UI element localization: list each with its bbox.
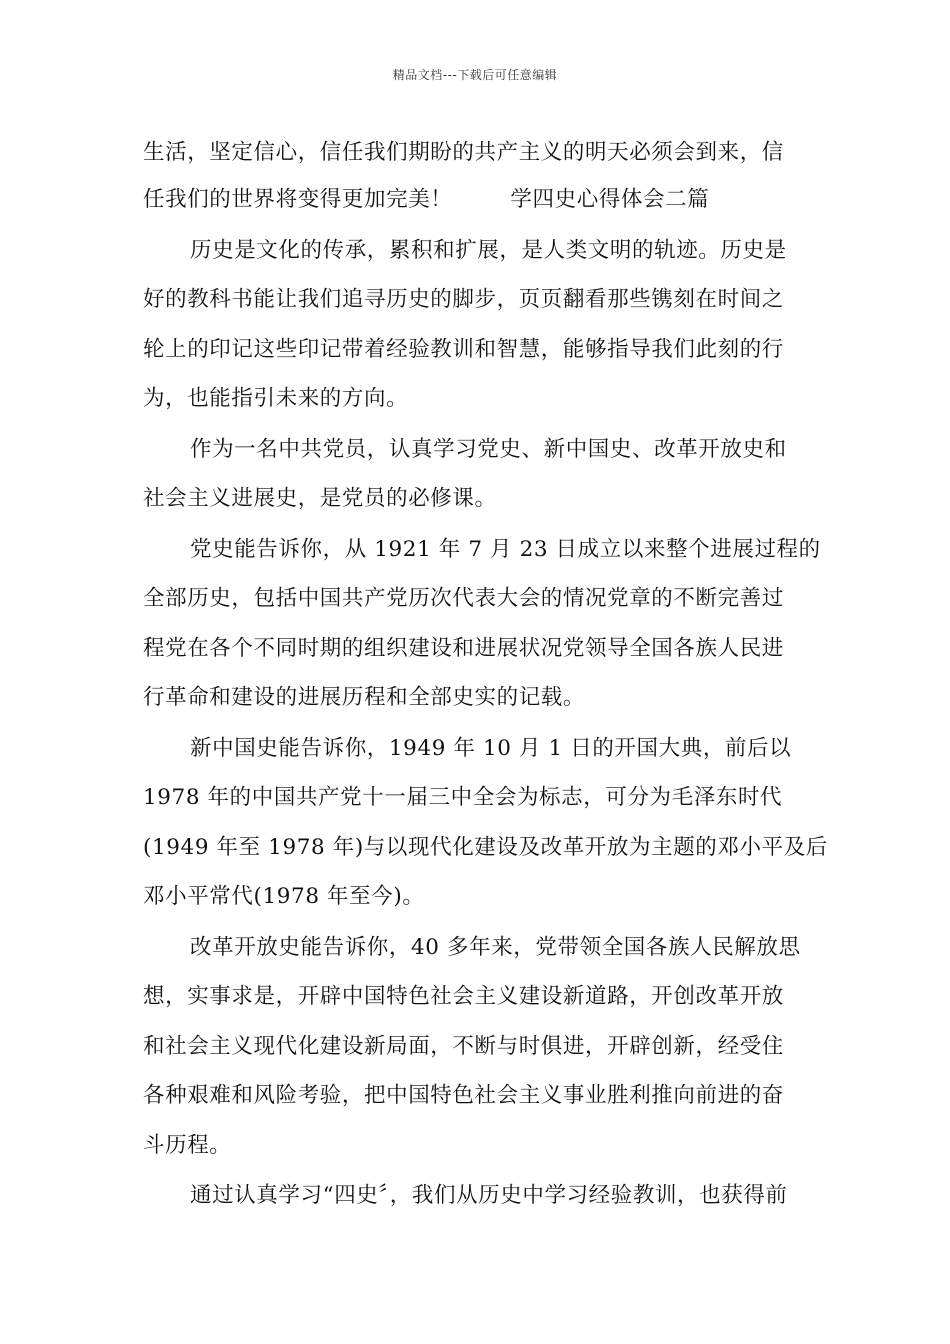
text-line: 行革命和建设的进展历程和全部史实的记载。 <box>143 685 586 710</box>
text-line <box>143 185 807 215</box>
paragraph-start: 党史能告诉你，从 1921 年 7 月 23 日成立以来整个进展过程的 <box>190 537 821 562</box>
text-line: 和社会主义现代化建设新局面，不断与时俱进，开辟创新，经受住 <box>143 1034 784 1059</box>
paragraph-start: 历史是文化的传承，累积和扩展，是人类文明的轨迹。历史是 <box>190 238 787 263</box>
text-line: 斗历程。 <box>143 1133 232 1158</box>
paragraph-start: 作为一名中共党员，认真学习党史、新中国史、改革开放史和 <box>190 437 787 462</box>
text-line: 程党在各个不同时期的组织建设和进展状况党领导全国各族人民进 <box>143 636 784 661</box>
text-line: 生活，坚定信心，信任我们期盼的共产主义的明天必须会到来，信 <box>143 140 784 165</box>
text-line: 好的教科书能让我们追寻历史的脚步，页页翻看那些镌刻在时间之 <box>143 287 784 312</box>
text-line: 各种艰难和风险考验，把中国特色社会主义事业胜利推向前进的奋 <box>143 1083 784 1108</box>
text-line: 全部历史，包括中国共产党历次代表大会的情况党章的不断完善过 <box>143 586 784 611</box>
section-title: 学四史心得体会二篇 <box>510 187 710 212</box>
text-line: 邓小平常代(1978 年至今)。 <box>143 884 425 909</box>
text-line-end: 任我们的世界将变得更加完美！ <box>143 187 453 212</box>
text-line: 为，也能指引未来的方向。 <box>143 386 409 411</box>
paragraph-start: 新中国史能告诉你，1949 年 10 月 1 日的开国大典，前后以 <box>190 736 792 761</box>
text-line: 想，实事求是，开辟中国特色社会主义建设新道路，开创改革开放 <box>143 984 784 1009</box>
paragraph-start: 通过认真学习“四史〞，我们从历史中学习经验教训，也获得前 <box>190 1183 788 1208</box>
text-line: (1949 年至 1978 年)与以现代化建设及改革开放为主题的邓小平及后 <box>143 835 828 860</box>
text-line: 社会主义进展史，是党员的必修课。 <box>143 486 497 511</box>
text-line: 轮上的印记这些印记带着经验教训和智慧，能够指导我们此刻的行 <box>143 337 784 362</box>
paragraph-start: 改革开放史能告诉你，40 多年来，党带领全国各族人民解放思 <box>190 935 801 960</box>
text-line: 1978 年的中国共产党十一届三中全会为标志，可分为毛泽东时代 <box>143 785 783 810</box>
page-header: 精品文档---下载后可任意编辑 <box>392 68 558 82</box>
